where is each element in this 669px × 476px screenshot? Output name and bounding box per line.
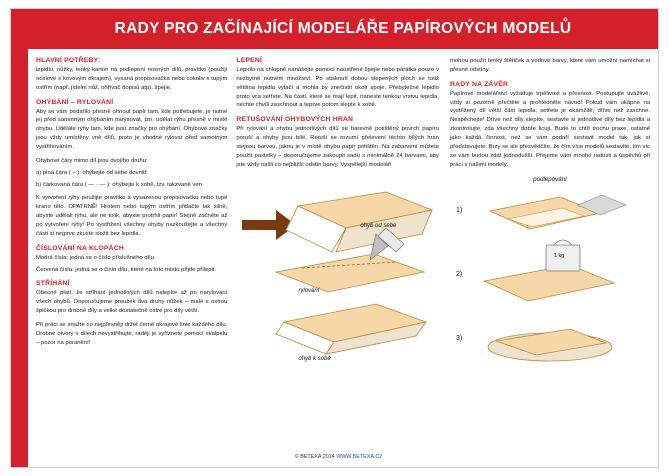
section-strihani — [36, 280, 227, 347]
section-hlavni-potreby — [36, 57, 227, 93]
section-paragraph: Aby se vám podařilo přesně ohnout papír tam, kde potřebujete, je nutné jej před samotným ohýbáním narýsovat, tzn. udělat rýhu přesně v místě ohybu. Uděláte rýhy tam, kde jsou značky pro ohýbání. Ohybové značky jsou vždy umístěny vně dílů, proto je vhodné rylovat před samotným vystřihováním. — [36, 108, 228, 151]
section-ohybani-rylovani — [36, 99, 227, 239]
section-heading: RADY NA ZÁVĚR — [450, 80, 509, 88]
section-heading: OHÝBÁNÍ – RYLOVÁNÍ — [36, 98, 114, 106]
section-paragraph: lepidlo, nůžky, tenký karton na podlepení nosných dílů, pravítko (použijí ocelové s kovovým okrajem), vysaná propisovačka nebo cokoliv s tupým ostřím (např. jídelní nůž, ohřívač dopisů atp), špejle. — [36, 67, 228, 91]
section-paragraph: mohou použít tenký štětiček a vodové barvy, které vám umožní namíchat si přesné odstíny. — [450, 58, 650, 73]
document-sheet — [10, 8, 659, 468]
section-heading: LEPENÍ — [236, 57, 263, 64]
section-heading: HLAVNÍ POTŘEBY: — [36, 57, 101, 64]
section-paragraph: Lepidlo na chlopně nanášejte pomocí naostřené špejle nebo párátka pouze v nezbytně nutném množství. Po stisknutí dobou slepených ploch se totiž většina lepidla vylačí a mohla by znečistit okolí spoje. Přebytečné lepidlo proto vca setřete. Na části, které se mají lepit, naneste tenkou vrstvu lepidla, nechte chvíli zaschnout a teprve potom slepte k sobě. — [236, 67, 439, 109]
section-paragraph: Obecně platí, že stříhání jednotlivých dílů nalepíte až po narylování všech ohybů. Doporučujeme proužek dva druhy nůžek – malé s ostrou špičkou pro drobné díly a velké dostatečně ostré pro díly větší. — [36, 290, 228, 315]
section-paragraph: Ohybové čáry mimo díl jsou dvojího druhu: — [36, 157, 148, 164]
step-number-3: 3) — [456, 334, 463, 342]
gluing-steps-illustration — [450, 189, 650, 374]
section-heading: ČÍSLOVÁNÍ NA KLOPÁCH — [36, 244, 124, 252]
step3-graphic — [488, 329, 612, 361]
gluing-steps-svg — [450, 189, 650, 369]
section-paragraph: Při práci se snažte co nejpřesněji držet černé okrajové linie každého dílu. Drobné otvory v dílech nevystříhujte, raději je vyříznete pomocí skalpelu – pozor na poranění! — [36, 322, 228, 346]
section-rady-na-zaver — [450, 81, 650, 170]
section-paragraph: Při rylování a ohybu jednotlivých dílů se barevně potištěný povrch papíru poruší a ohyby jsou bílé. Retuší se rozumí přelevení těchto bílých hran stejnou barvou, jakou je v místě ohybu papír potištěn. Na zabarvení můžete použít pastelky – doporučujeme zakoupit sadu s minimálně 24 barvami, aby jste vždy našli co nejbližší odstín barvy. Vyspělejší modeláři — [236, 126, 439, 168]
folding-diagram-svg — [236, 176, 441, 361]
page-title: RADY PRO ZAČÍNAJÍCÍ MODELÁŘE PAPÍROVÝCH MODELŮ — [114, 20, 572, 37]
arrow-shape — [242, 210, 296, 240]
folding-illustration — [236, 176, 439, 376]
column-right — [450, 57, 650, 463]
section-heading: RETUŠOVÁNÍ OHYBOVÝCH HRAN — [236, 116, 354, 124]
section-paragraph: a) plná čára ( – ): ohýbejte od sebe dovnitř — [36, 169, 147, 176]
step1-graphic — [490, 195, 626, 229]
section-retusovani — [236, 116, 439, 169]
website-url[interactable]: WWW.BETEXA.CZ — [336, 454, 383, 460]
label-ohyb-k-sobe: ohyb k sobě — [298, 355, 331, 362]
step2-graphic — [484, 240, 614, 301]
document-content — [28, 49, 658, 467]
label-weight: 1 kg — [554, 252, 565, 259]
step-number-2: 2) — [456, 270, 463, 278]
label-ohyb-od-sebe: ohyb od sebe — [360, 222, 397, 229]
copyright-text: © BETEXA 2014 — [294, 454, 335, 460]
column-middle — [236, 57, 441, 463]
section-paragraph: Papírové modelářství vyžaduje trpělivost a přesnost. Postupujte uvážlivě, vždy si pozorně přečtěte a prohlédněte návod! Pokud vám ukápne na vystřižený díl větší část lepidla, setřete je okamžitě, dříve než zaschne. Nespěchejte! Dříve než díly slepíte, sestavte si jednotlivé díly bez lepidla a zkontrolujte, zda všechny dobře licují. Bude to chtít trochu praxe, ostatně jako každá činnost, než se vám podaří sestavit model tak, jak si představujete. Brzy se ale přesvědčíte, že čím více modelů sestavíte, tím víc se vám budou zdát jednodušší. Přejeme vám mnoho radosti a úspěchů při práci s našimi modely. — [450, 90, 650, 168]
section-lepeni — [236, 57, 439, 110]
label-rylovani: rylování — [298, 287, 320, 294]
label-podlepovani: podlepování — [533, 176, 567, 184]
section-cislovani-na-klopach — [36, 245, 227, 275]
section-paragraph: K vytvoření rýhy použijte pravítko a vysazenou propisovačku nebo tupé krano tělo. OPATRNĚ! Hrotem nebo tupým ostřím přitlačte tak silně, abyste udělali rýhu, ale ne tolik, abyste protrhli papír! Stejně začněte až po vytvoření rýhy! Po vystřižení všechny ohyby nazkoušejte a všechny části si nejprve zkuste složit bez lepidla. — [36, 195, 228, 237]
footer-credit — [236, 454, 441, 460]
section-paragraph: Modrá čísla: jedná se o číslo příslušného dílu. — [36, 254, 156, 261]
section-paragraph: b) čárkovaná čára ( — · — ): ohýbejte k sobě, tzv. takzvaně ven — [36, 181, 202, 188]
column-left — [36, 57, 227, 463]
section-retusovani-continued — [450, 57, 650, 75]
section-heading: STŘÍHÁNÍ — [36, 280, 70, 288]
section-paragraph: Červená čísla: jedná se o číslo dílu, které na toto místo přijde přilepit. — [36, 266, 217, 273]
document-header — [28, 9, 658, 49]
red-side-bar — [11, 9, 28, 467]
step-number-1: 1) — [456, 206, 463, 214]
paper-fold-top — [286, 192, 432, 252]
paper-fold-bottom — [276, 304, 426, 354]
